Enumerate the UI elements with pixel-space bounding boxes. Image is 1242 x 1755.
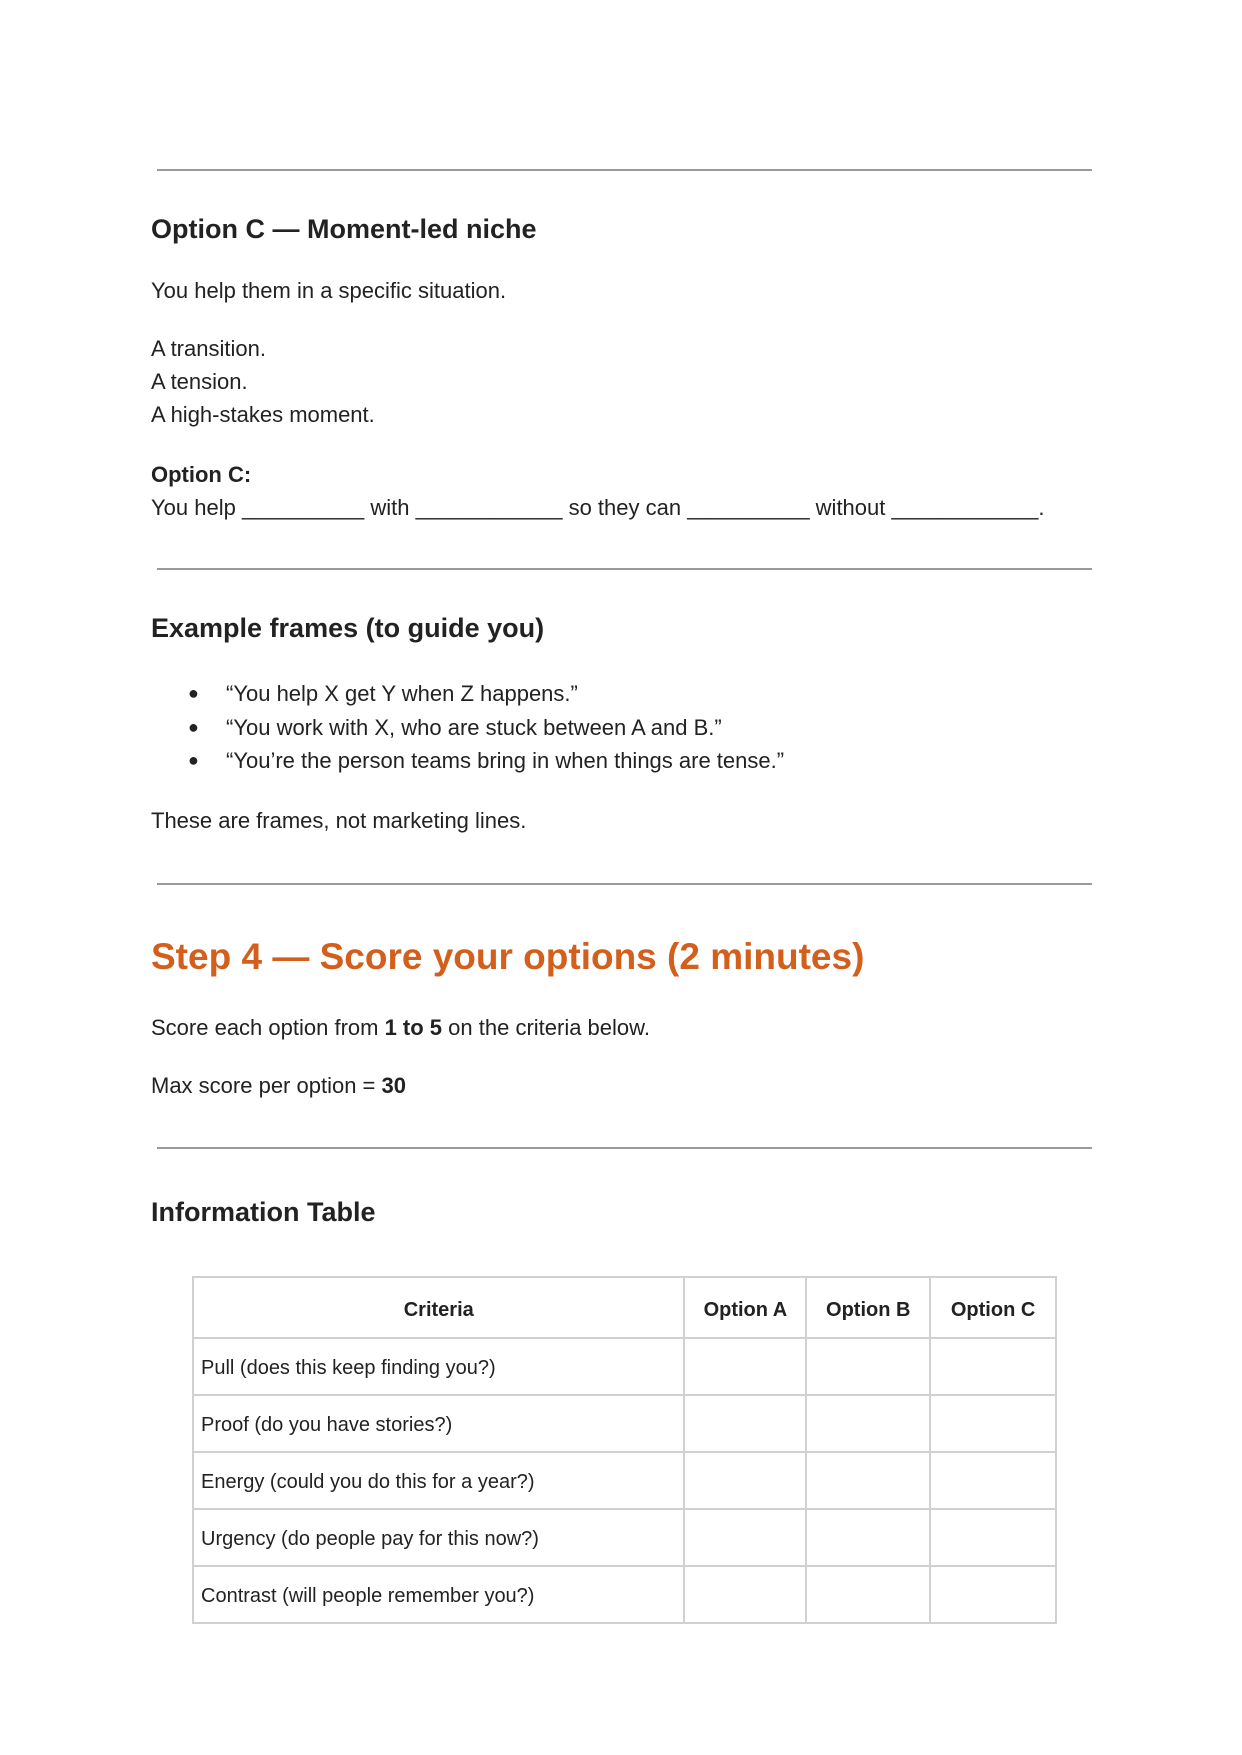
divider-3 [157,883,1092,885]
score-cell-option-a[interactable] [684,1509,806,1566]
example-frames-heading: Example frames (to guide you) [151,613,545,643]
bullet-icon: ● [188,750,199,770]
score-cell-option-c[interactable] [930,1566,1056,1623]
max-score: Max score per option = 30 [151,1073,406,1098]
criteria-cell: Energy (could you do this for a year?) [193,1452,684,1509]
table-row [193,1338,1056,1395]
option-c-label: Option C: [151,462,252,487]
example-frames-note: These are frames, not marketing lines. [151,808,527,833]
option-c-line-3: A high-stakes moment. [151,402,375,427]
score-cell-option-c[interactable] [930,1395,1056,1452]
information-table [192,1276,1057,1624]
table-row [193,1395,1056,1452]
criteria-cell: Pull (does this keep finding you?) [193,1338,684,1395]
score-cell-option-b[interactable] [806,1509,930,1566]
option-c-line-2: A tension. [151,369,248,394]
header-criteria: Criteria [193,1277,684,1338]
example-frames-list [151,677,784,778]
option-c-heading: Option C — Moment-led niche [151,214,537,244]
header-option-c: Option C [930,1277,1056,1338]
header-option-a: Option A [684,1277,806,1338]
score-cell-option-c[interactable] [930,1509,1056,1566]
score-cell-option-b[interactable] [806,1566,930,1623]
score-cell-option-c[interactable] [930,1338,1056,1395]
score-cell-option-b[interactable] [806,1452,930,1509]
criteria-cell: Urgency (do people pay for this now?) [193,1509,684,1566]
option-c-line-1: A transition. [151,336,266,361]
score-cell-option-b[interactable] [806,1338,930,1395]
score-cell-option-a[interactable] [684,1395,806,1452]
table-row [193,1566,1056,1623]
bullet-icon: ● [188,716,199,737]
list-item: ● “You help X get Y when Z happens.” [151,677,784,711]
divider-4 [157,1147,1092,1149]
bullet-icon: ● [188,683,199,703]
divider-2 [157,568,1092,570]
list-item: ● “You’re the person teams bring in when things are tense.” [151,744,784,778]
list-item: ● “You work with X, who are stuck between A and B.” [151,711,784,745]
table-header-row [193,1277,1056,1338]
info-table-heading: Information Table [151,1197,376,1227]
score-cell-option-a[interactable] [684,1566,806,1623]
option-c-template: You help __________ with ____________ so they can __________ without ____________. [151,495,1045,520]
score-cell-option-a[interactable] [684,1452,806,1509]
criteria-cell: Contrast (will people remember you?) [193,1566,684,1623]
header-option-b: Option B [806,1277,930,1338]
divider-top [157,169,1092,171]
score-cell-option-b[interactable] [806,1395,930,1452]
table-row [193,1452,1056,1509]
score-cell-option-a[interactable] [684,1338,806,1395]
score-instruction: Score each option from 1 to 5 on the criteria below. [151,1015,650,1040]
table-row [193,1509,1056,1566]
score-cell-option-c[interactable] [930,1452,1056,1509]
step4-heading: Step 4 — Score your options (2 minutes) [151,936,865,977]
option-c-intro: You help them in a specific situation. [151,278,507,303]
criteria-cell: Proof (do you have stories?) [193,1395,684,1452]
